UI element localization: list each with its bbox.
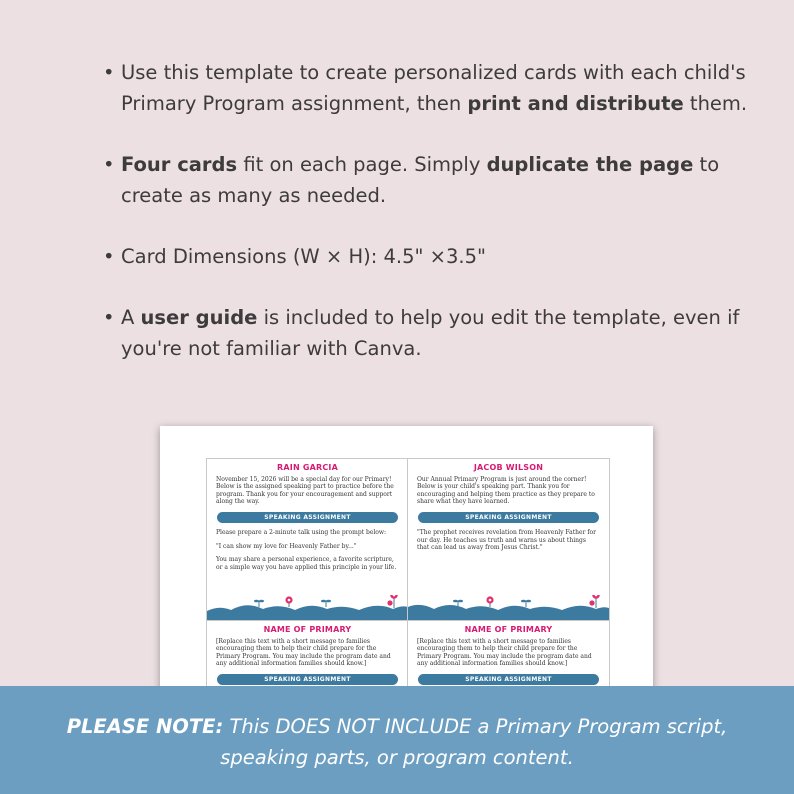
card-primary-name: NAME OF PRIMARY bbox=[464, 625, 553, 634]
bullet-text: them. bbox=[683, 92, 748, 115]
note-text: This DOES NOT INCLUDE a Primary Program script, bbox=[223, 715, 728, 738]
note-banner bbox=[0, 686, 794, 794]
assignment-text: "The prophet receives revelation from Heavenly Father for our day. He teaches us truth and warns us about things that can lead us away from Jesus Christ." bbox=[417, 528, 597, 552]
bullet-text-bold: user guide bbox=[140, 306, 258, 329]
flower-icon bbox=[589, 595, 599, 608]
speaking-assignment-label: SPEAKING ASSIGNMENT bbox=[418, 674, 599, 685]
assignment-text: "I can show my love for Heavenly Father by..." bbox=[216, 542, 357, 550]
bullet-item bbox=[100, 149, 760, 211]
bullet-text: Card Dimensions (W × H): 4.5" ×3.5" bbox=[121, 245, 486, 268]
hill-border bbox=[408, 595, 609, 621]
card-message: Our Annual Primary Program is just around the corner! Below is your child's speaking part. Thank you for encouraging and helping them practice as they prepare to share what they have learned. bbox=[417, 475, 595, 506]
bullet-text: to create as many as needed. bbox=[121, 153, 720, 207]
sprout-icon bbox=[254, 600, 264, 607]
feature-list bbox=[100, 57, 760, 394]
flower-icon bbox=[387, 595, 397, 608]
bullet-item bbox=[100, 57, 760, 119]
note-line bbox=[0, 711, 794, 742]
note-line: speaking parts, or program content. bbox=[220, 746, 574, 769]
card-message: [Replace this text with a short message to families encouraging them to help their child prepare for the Primary Program. You may include the program date and any additional information families should know.] bbox=[417, 637, 592, 668]
bullet-text: is included to help you edit the template, even if you're not familiar with Canva. bbox=[121, 306, 740, 360]
flower-icon bbox=[285, 596, 292, 607]
assignment-card bbox=[206, 458, 408, 622]
assignment-text: You may share a personal experience, a favorite scripture, or a simple way you have applied this principle in your life. bbox=[216, 556, 397, 571]
template-preview bbox=[160, 426, 653, 726]
bullet-text-bold: duplicate the page bbox=[486, 153, 694, 176]
bullet-text: A bbox=[121, 306, 141, 329]
speaking-assignment-label: SPEAKING ASSIGNMENT bbox=[217, 674, 398, 685]
assignment-card bbox=[407, 458, 610, 622]
assignment-text: Please prepare a 2-minute talk using the prompt below: bbox=[216, 528, 387, 536]
sprout-icon bbox=[521, 600, 531, 607]
speaking-assignment-label: SPEAKING ASSIGNMENT bbox=[418, 512, 599, 523]
note-label: PLEASE NOTE: bbox=[66, 715, 224, 738]
bullet-item bbox=[100, 302, 760, 364]
bullet-text-bold: print and distribute bbox=[467, 92, 684, 115]
flower-icon bbox=[486, 596, 493, 607]
bullet-text: Use this template to create personalized cards with each child's Primary Program assignment, then bbox=[121, 61, 746, 115]
card-child-name: RAIN GARCIA bbox=[277, 463, 338, 472]
bullet-text-bold: Four cards bbox=[121, 153, 238, 176]
bullet-item bbox=[100, 241, 760, 272]
card-message: November 15, 2026 will be a special day for our Primary! Below is the assigned speaking part to practice before the program. Thank you for your encouragement and support along the way. bbox=[216, 475, 394, 506]
card-primary-name: NAME OF PRIMARY bbox=[263, 625, 352, 634]
hill-border bbox=[207, 595, 408, 621]
sprout-icon bbox=[321, 600, 331, 607]
card-child-name: JACOB WILSON bbox=[473, 463, 544, 472]
card-message: [Replace this text with a short message to families encouraging them to help their child prepare for the Primary Program. You may include the program date and any additional information families should know.] bbox=[216, 637, 391, 668]
speaking-assignment-label: SPEAKING ASSIGNMENT bbox=[217, 512, 398, 523]
bullet-text: fit on each page. Simply bbox=[237, 153, 487, 176]
